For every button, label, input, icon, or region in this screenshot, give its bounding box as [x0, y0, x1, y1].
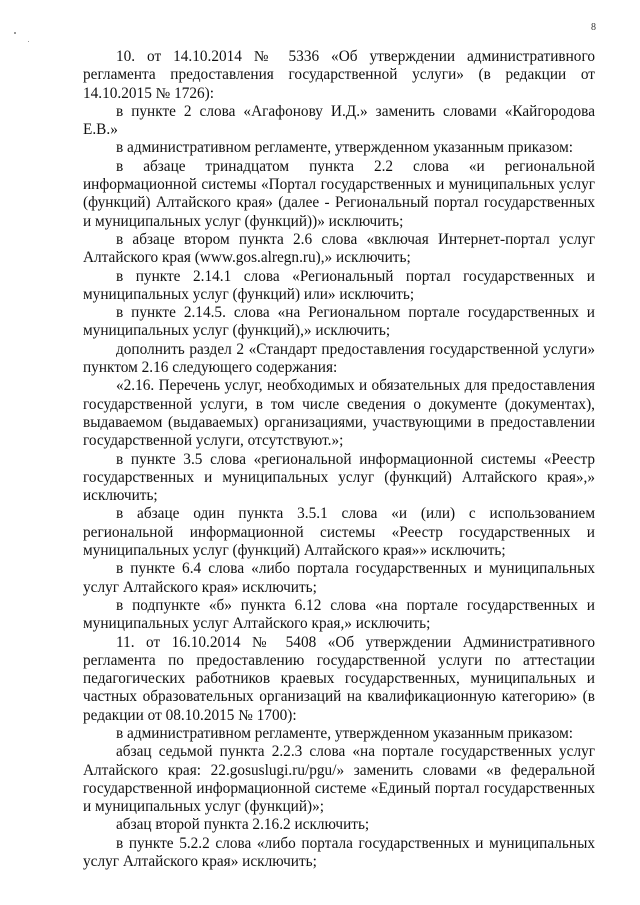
- paragraph: в пункте 3.5 слова «региональной информационной системы «Реестр государственных и муниципальных услуг (функций) Алтайского края»,» исключить;: [83, 450, 595, 505]
- paragraph: в пункте 6.4 слова «либо портала государственных и муниципальных услуг Алтайского края» исключить;: [83, 560, 595, 596]
- scan-speck: [28, 41, 29, 42]
- document-body: [83, 48, 595, 871]
- paragraph: в административном регламенте, утвержденном указанным приказом:: [116, 724, 573, 742]
- paragraph: абзац второй пункта 2.16.2 исключить;: [116, 816, 370, 834]
- paragraph: в пункте 2.14.5. слова «на Региональном портале государственных и муниципальных услуг (функций),» исключить;: [83, 304, 595, 340]
- paragraph: «2.16. Перечень услуг, необходимых и обязательных для предоставления государственной услуги, в том числе сведения о документе (документах), выдаваемом (выдаваемых) организациями, участвующими в предоставлении государственной услуги, отсутствуют.»;: [83, 377, 595, 450]
- paragraph: в административном регламенте, утвержденном указанным приказом:: [116, 139, 573, 157]
- paragraph: в подпункте «б» пункта 6.12 слова «на портале государственных и муниципальных услуг Алтайского края,» исключить;: [83, 596, 595, 633]
- paragraph: в пункте 2 слова «Агафонову И.Д.» заменить словами «Кайгородова Е.В.»: [83, 102, 595, 139]
- paragraph: дополнить раздел 2 «Стандарт предоставления государственной услуги» пунктом 2.16 следующего содержания:: [83, 340, 595, 377]
- paragraph: в абзаце один пункта 3.5.1 слова «и (или) с использованием региональной информационной системы «Реестр государственных и муниципальных услуг (функций) Алтайского края»» исключить;: [83, 505, 595, 560]
- paragraph: 10. от 14.10.2014 № 5336 «Об утверждении административного регламента предоставления государственной услуги» (в редакции от 14.10.2015 № 1726):: [83, 48, 595, 102]
- page-number: 8: [591, 22, 596, 33]
- paragraph: абзац седьмой пункта 2.2.3 слова «на портале государственных услуг Алтайского края: 22.gosuslugi.ru/pgu/» заменить словами «в федеральной государственной информационной системе «Единый портал государственных и муниципальных услуг (функций)»;: [83, 743, 595, 816]
- paragraph: в пункте 5.2.2 слова «либо портала государственных и муниципальных услуг Алтайского края» исключить;: [83, 834, 595, 871]
- scan-speck: [14, 32, 16, 34]
- paragraph: в абзаце тринадцатом пункта 2.2 слова «и региональной информационной системы «Портал государственных и муниципальных услуг (функций) Алтайского края» (далее - Региональный портал государственных и муниципальных услуг (функций))» исключить;: [83, 157, 595, 230]
- paragraph: в пункте 2.14.1 слова «Региональный портал государственных и муниципальных услуг (функций) или» исключить;: [83, 267, 595, 303]
- paragraph: 11. от 16.10.2014 № 5408 «Об утверждении Административного регламента по предоставлению государственной услуги по аттестации педагогических работников краевых государственных, муниципальных и частных образовательных организаций на квалификационную категорию» (в редакции от 08.10.2015 № 1700):: [83, 633, 595, 724]
- paragraph: в абзаце втором пункта 2.6 слова «включая Интернет-портал услуг Алтайского края (www.gos.alregn.ru),» исключить;: [83, 230, 595, 267]
